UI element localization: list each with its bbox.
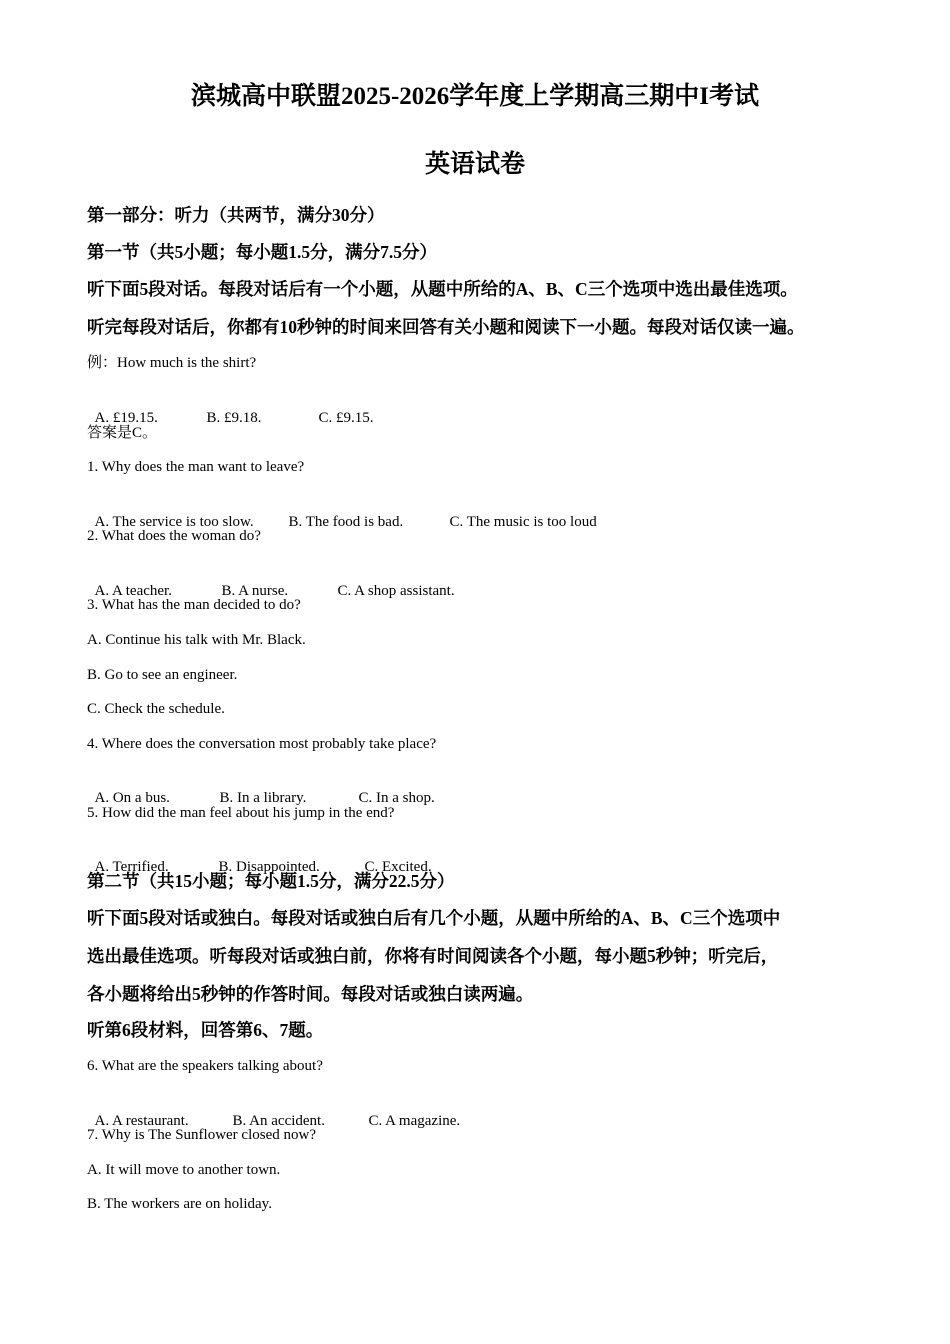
example-answer: 答案是C。 [87,425,158,441]
option-a: A. A restaurant. [94,1113,189,1129]
option-a: A. On a bus. [94,790,170,806]
question-5: 5. How did the man feel about his jump in the end? [87,805,395,821]
option-a: A. £19.15. [94,410,158,426]
question-4: 4. Where does the conversation most probably take place? [87,736,437,752]
question-3-option-a: A. Continue his talk with Mr. Black. [87,632,306,648]
option-b: B. The food is bad. [288,514,404,530]
question-7-option-b: B. The workers are on holiday. [87,1196,272,1212]
exam-title: 滨城高中联盟2025-2026学年度上学期高三期中I考试 [190,83,760,110]
option-c: C. £9.15. [318,410,374,426]
option-b: B. An accident. [232,1113,325,1129]
section2-instruction-2: 选出最佳选项。听每段对话或独白前，你将有时间阅读各个小题，每小题5秒钟；听完后， [87,946,779,966]
option-a: A. The service is too slow. [94,514,254,530]
question-7-option-a: A. It will move to another town. [87,1162,281,1178]
option-b: B. A nurse. [221,583,289,599]
section2-instruction-3: 各小题将给出5秒钟的作答时间。每段对话或独白读两遍。 [87,984,534,1004]
question-1: 1. Why does the man want to leave? [87,459,305,475]
option-c: C. In a shop. [358,790,435,806]
material-6-heading: 听第6段材料，回答第6、7题。 [87,1020,324,1040]
section2-heading: 第二节（共15小题；每小题1.5分，满分22.5分） [87,871,455,891]
section1-instruction-2: 听完每段对话后，你都有10秒钟的时间来回答有关小题和阅读下一小题。每段对话仅读一遍。 [87,317,805,337]
option-b: B. Disappointed. [218,859,320,875]
option-c: C. Excited. [364,859,432,875]
question-2: 2. What does the woman do? [87,528,261,544]
option-b: B. In a library. [219,790,307,806]
question-4-options [87,768,435,808]
option-c: C. The music is too loud [449,514,597,530]
question-3-option-b: B. Go to see an engineer. [87,667,238,683]
option-b: B. £9.18. [206,410,262,426]
option-c: C. A magazine. [368,1113,461,1129]
option-c: C. A shop assistant. [337,583,455,599]
example-options [87,388,374,428]
question-6: 6. What are the speakers talking about? [87,1058,323,1074]
section2-instruction-1: 听下面5段对话或独白。每段对话或独白后有几个小题，从题中所给的A、B、C三个选项中 [87,908,781,928]
question-3-option-c: C. Check the schedule. [87,701,225,717]
part1-heading: 第一部分：听力（共两节，满分30分） [87,205,385,225]
example-question: 例：How much is the shirt? [87,355,257,371]
option-a: A. Terrified. [94,859,169,875]
section1-heading: 第一节（共5小题；每小题1.5分，满分7.5分） [87,242,437,262]
question-3: 3. What has the man decided to do? [87,597,301,613]
exam-subtitle: 英语试卷 [424,151,525,178]
option-a: A. A teacher. [94,583,172,599]
question-7: 7. Why is The Sunflower closed now? [87,1127,316,1143]
section1-instruction-1: 听下面5段对话。每段对话后有一个小题，从题中所给的A、B、C三个选项中选出最佳选项。 [87,279,798,299]
